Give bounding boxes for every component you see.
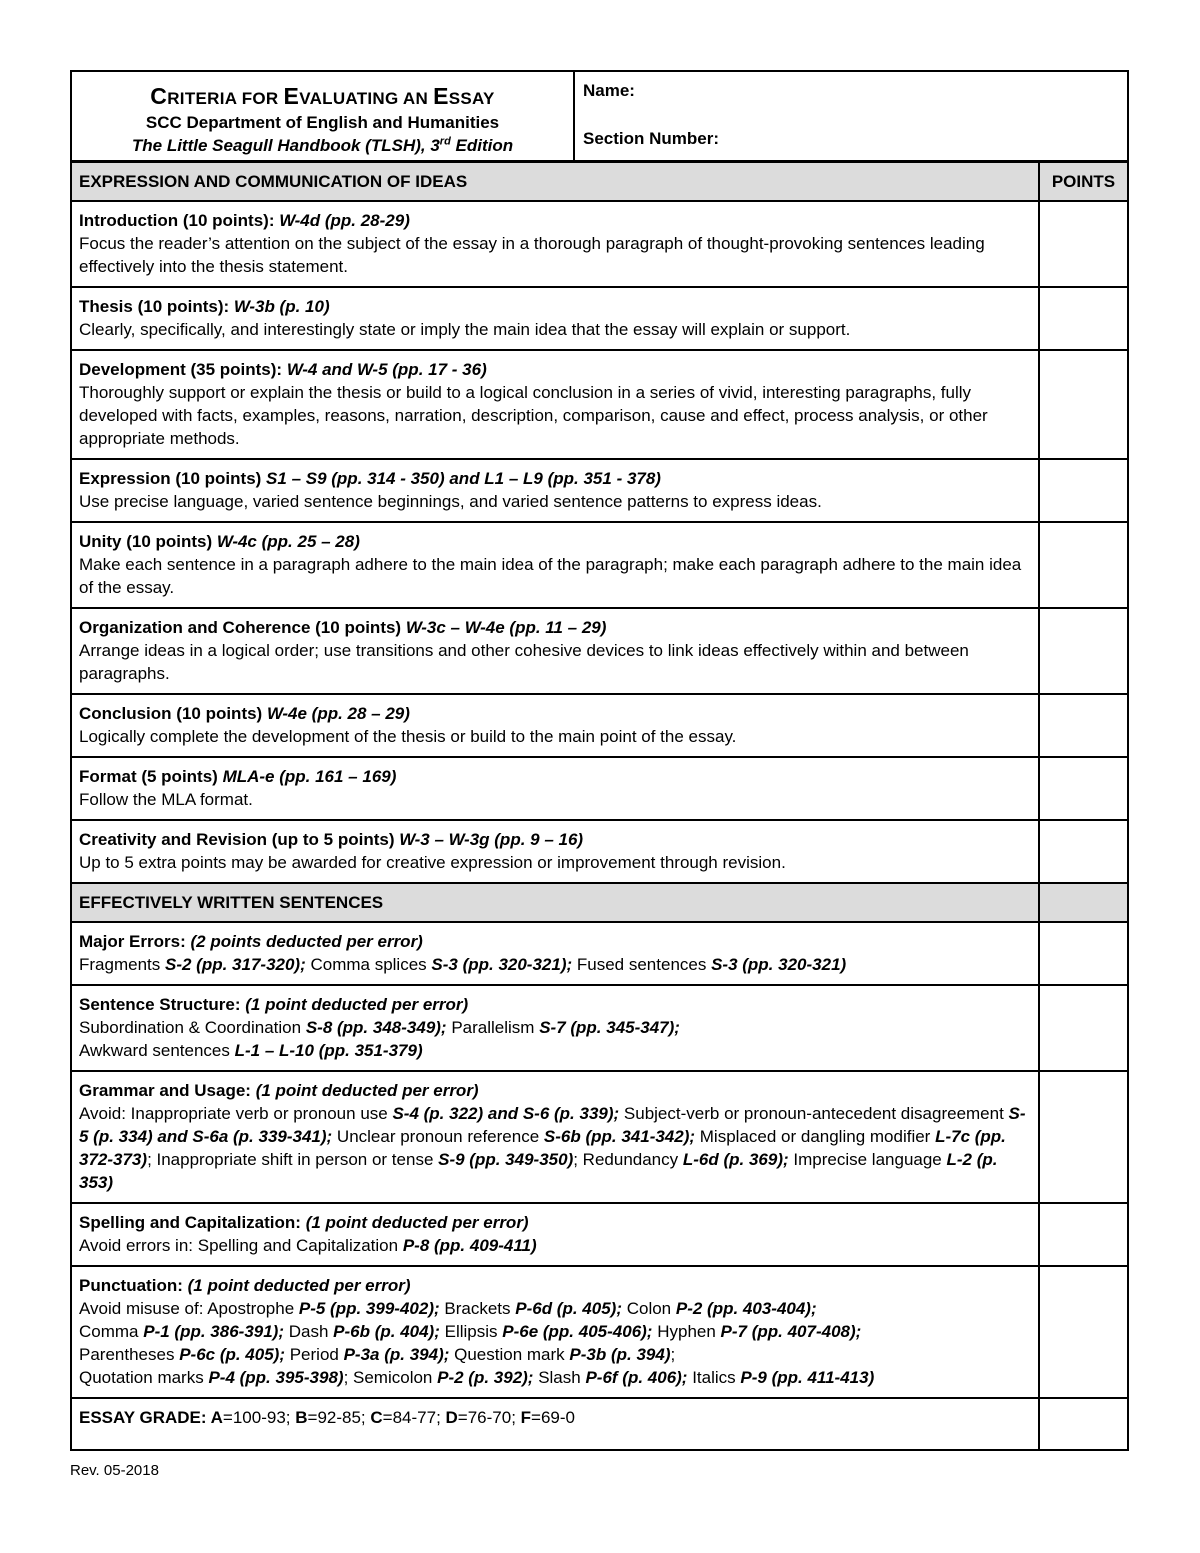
essay-grade-scale: ESSAY GRADE: A=100-93; B=92-85; C=84-77; D=76-70; F=69-0 [71, 1398, 1039, 1450]
grade-points-cell[interactable] [1039, 1398, 1128, 1450]
name-label: Name: [583, 81, 635, 100]
criterion-major-errors: Major Errors: (2 points deducted per error) Fragments S-2 (pp. 317-320); Comma splices S-3 (pp. 320-321); Fused sentences S-3 (pp. 320-321) [71, 922, 1039, 985]
points-cell[interactable] [1039, 1266, 1128, 1398]
criterion-punctuation: Punctuation: (1 point deducted per error) Avoid misuse of: Apostrophe P-5 (pp. 399-402); Brackets P-6d (p. 405); Colon P-2 (pp. 403-404); Comma P-1 (pp. 386-391); Dash P-6b (p. 404); Ellipsis P-6e (pp. 405-406); Hyphen P-7 (pp. 407-408); Parentheses P-6c (p. 405); Period P-3a (p. 394); Question mark P-3b (p. 394); Quotation marks P-4 (pp. 395-398); Semicolon P-2 (p. 392); Slash P-6f (p. 406); Italics P-9 (pp. 411-413) [71, 1266, 1039, 1398]
criterion-row [71, 1071, 1128, 1203]
criterion-thesis: Thesis (10 points): W-3b (p. 10) Clearly, specifically, and interestingly state or imply the main idea that the essay will explain or support. [71, 287, 1039, 350]
criterion-row [71, 1203, 1128, 1266]
criterion-row [71, 608, 1128, 694]
rubric-header [70, 70, 1129, 162]
points-cell[interactable] [1039, 608, 1128, 694]
points-cell[interactable] [1039, 820, 1128, 883]
grade-row [71, 1398, 1128, 1450]
points-cell[interactable] [1039, 201, 1128, 287]
points-column-header-empty [1039, 883, 1128, 922]
points-cell[interactable] [1039, 1203, 1128, 1266]
student-info-block [575, 72, 1127, 160]
section-title: EXPRESSION AND COMMUNICATION OF IDEAS [71, 162, 1039, 201]
points-cell[interactable] [1039, 694, 1128, 757]
section-title: EFFECTIVELY WRITTEN SENTENCES [71, 883, 1039, 922]
criterion-spelling: Spelling and Capitalization: (1 point deducted per error) Avoid errors in: Spelling and Capitalization P-8 (pp. 409-411) [71, 1203, 1039, 1266]
criterion-expression: Expression (10 points) S1 – S9 (pp. 314 - 350) and L1 – L9 (pp. 351 - 378) Use precise language, varied sentence beginnings, and varied sentence patterns to express ideas. [71, 459, 1039, 522]
criterion-format: Format (5 points) MLA-e (pp. 161 – 169) Follow the MLA format. [71, 757, 1039, 820]
criterion-sentence-structure: Sentence Structure: (1 point deducted per error) Subordination & Coordination S-8 (pp. 348-349); Parallelism S-7 (pp. 345-347); Awkward sentences L-1 – L-10 (pp. 351-379) [71, 985, 1039, 1071]
criterion-row [71, 350, 1128, 459]
criterion-row [71, 1266, 1128, 1398]
department-name: SCC Department of English and Humanities [145, 113, 500, 132]
criterion-row [71, 694, 1128, 757]
criterion-row [71, 522, 1128, 608]
section-header-expression [71, 162, 1128, 201]
rubric-table [70, 161, 1129, 1451]
criterion-introduction: Introduction (10 points): W-4d (pp. 28-29) Focus the reader’s attention on the subject of the essay in a thorough paragraph of thought-provoking sentences leading effectively into the thesis statement. [71, 201, 1039, 287]
points-column-header: POINTS [1039, 162, 1128, 201]
points-cell[interactable] [1039, 985, 1128, 1071]
criterion-row [71, 820, 1128, 883]
points-cell[interactable] [1039, 757, 1128, 820]
points-cell[interactable] [1039, 522, 1128, 608]
criterion-row [71, 757, 1128, 820]
criterion-development: Development (35 points): W-4 and W-5 (pp. 17 - 36) Thoroughly support or explain the thesis or build to a logical conclusion in a series of vivid, interesting paragraphs, fully developed with facts, examples, reasons, narration, description, comparison, cause and effect, process analysis, or other appropriate methods. [71, 350, 1039, 459]
rubric-title: CRITERIA FOR EVALUATING AN ESSAY [150, 83, 495, 109]
points-cell[interactable] [1039, 287, 1128, 350]
criterion-row [71, 922, 1128, 985]
points-cell[interactable] [1039, 350, 1128, 459]
criterion-conclusion: Conclusion (10 points) W-4e (pp. 28 – 29) Logically complete the development of the thesis or build to the main point of the essay. [71, 694, 1039, 757]
criterion-creativity: Creativity and Revision (up to 5 points) W-3 – W-3g (pp. 9 – 16) Up to 5 extra points may be awarded for creative expression or improvement through revision. [71, 820, 1039, 883]
criterion-row [71, 985, 1128, 1071]
criterion-grammar-usage: Grammar and Usage: (1 point deducted per error) Avoid: Inappropriate verb or pronoun use S-4 (p. 322) and S-6 (p. 339); Subject-verb or pronoun-antecedent disagreement S-5 (p. 334) and S-6a (p. 339-341); Unclear pronoun reference S-6b (pp. 341-342); Misplaced or dangling modifier L-7c (pp. 372-373); Inappropriate shift in person or tense S-9 (pp. 349-350); Redundancy L-6d (p. 369); Imprecise language L-2 (p. 353) [71, 1071, 1039, 1203]
section-header-sentences [71, 883, 1128, 922]
revision-note: Rev. 05-2018 [70, 1462, 159, 1479]
criterion-row [71, 201, 1128, 287]
handbook-title: The Little Seagull Handbook (TLSH), 3rd Edition [131, 135, 514, 155]
points-cell[interactable] [1039, 459, 1128, 522]
criterion-row [71, 459, 1128, 522]
criterion-organization: Organization and Coherence (10 points) W-3c – W-4e (pp. 11 – 29) Arrange ideas in a logical order; use transitions and other cohesive devices to link ideas effectively within and between paragraphs. [71, 608, 1039, 694]
rubric-title-block [72, 72, 575, 160]
points-cell[interactable] [1039, 1071, 1128, 1203]
points-cell[interactable] [1039, 922, 1128, 985]
section-number-label: Section Number: [583, 129, 720, 148]
criterion-row [71, 287, 1128, 350]
criterion-unity: Unity (10 points) W-4c (pp. 25 – 28) Make each sentence in a paragraph adhere to the main idea of the paragraph; make each paragraph adhere to the main idea of the essay. [71, 522, 1039, 608]
